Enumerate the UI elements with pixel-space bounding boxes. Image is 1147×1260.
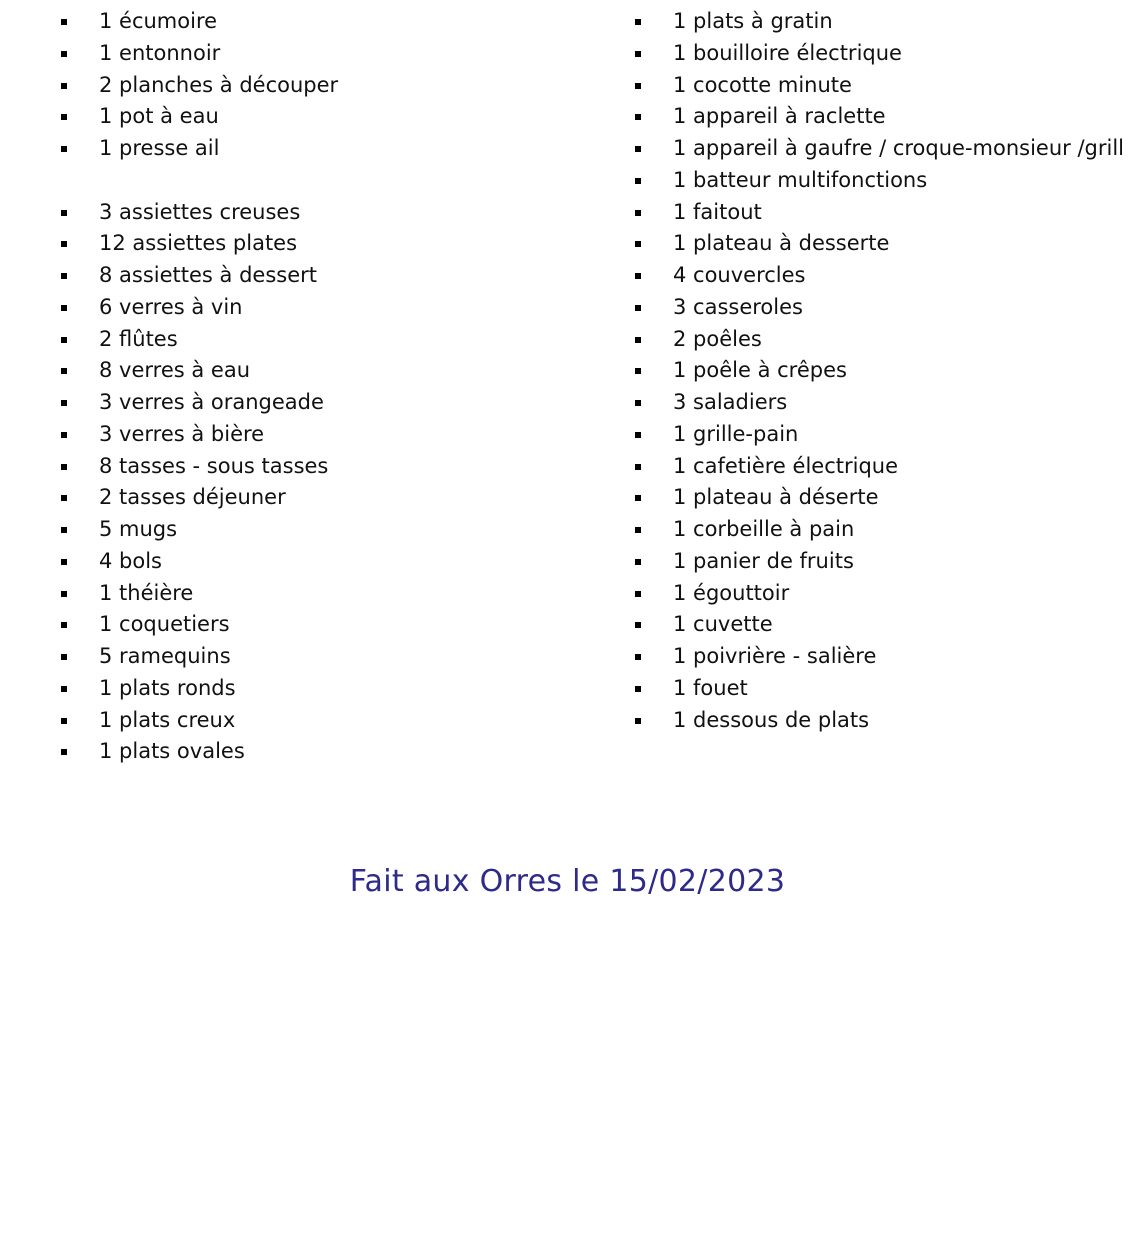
list-item bbox=[58, 451, 578, 483]
bullet-icon bbox=[635, 559, 641, 565]
bullet-icon bbox=[61, 83, 67, 89]
bullet-icon bbox=[635, 464, 641, 470]
item-label: 1 cafetière électrique bbox=[673, 453, 899, 478]
bullet-icon bbox=[61, 686, 67, 692]
right-item-list bbox=[632, 6, 1132, 736]
bullet-icon bbox=[61, 559, 67, 565]
bullet-icon bbox=[635, 368, 641, 374]
bullet-icon bbox=[61, 114, 67, 120]
item-label: 1 plateau à déserte bbox=[673, 485, 879, 510]
list-item bbox=[632, 101, 1132, 133]
item-label: 1 poêle à crêpes bbox=[673, 358, 847, 383]
list-item bbox=[58, 514, 578, 546]
bullet-icon bbox=[635, 51, 641, 57]
bullet-icon bbox=[61, 146, 67, 152]
item-label: 1 appareil à gaufre / croque-monsieur /grill bbox=[673, 136, 1125, 160]
list-item bbox=[632, 197, 1132, 229]
list-item bbox=[58, 482, 578, 514]
item-label: 4 bols bbox=[99, 548, 162, 573]
list-item bbox=[58, 197, 578, 229]
list-item bbox=[632, 38, 1132, 70]
item-label: 1 poivrière - salière bbox=[673, 644, 877, 668]
item-label: 2 tasses déjeuner bbox=[99, 485, 286, 510]
list-item bbox=[632, 387, 1132, 419]
item-label: 1 panier de fruits bbox=[673, 548, 854, 573]
item-label: 1 bouilloire électrique bbox=[673, 40, 902, 65]
bullet-icon bbox=[635, 432, 641, 438]
list-item bbox=[58, 609, 578, 641]
bullet-icon bbox=[635, 591, 641, 597]
bullet-icon bbox=[61, 718, 67, 724]
bullet-icon bbox=[635, 654, 641, 660]
item-label: 1 fouet bbox=[673, 675, 748, 700]
item-label: 4 couvercles bbox=[673, 263, 806, 287]
item-label: 1 entonnoir bbox=[99, 40, 221, 65]
list-item bbox=[58, 355, 578, 387]
bullet-icon bbox=[635, 527, 641, 533]
signature-text: Fait aux Orres le 15/02/2023 bbox=[349, 864, 786, 899]
list-item bbox=[58, 387, 578, 419]
bullet-icon bbox=[61, 51, 67, 57]
list-item bbox=[632, 673, 1132, 705]
item-label: 3 verres à orangeade bbox=[99, 390, 324, 414]
item-label: 1 dessous de plats bbox=[673, 707, 870, 732]
bullet-icon bbox=[61, 749, 67, 755]
item-label: 8 verres à eau bbox=[99, 358, 250, 383]
list-item bbox=[58, 324, 578, 356]
bullet-icon bbox=[61, 273, 67, 279]
item-label: 1 cocotte minute bbox=[673, 72, 852, 97]
list-item bbox=[632, 292, 1132, 324]
list-item bbox=[58, 736, 578, 768]
item-label: 1 écumoire bbox=[99, 9, 218, 33]
bullet-icon bbox=[61, 305, 67, 311]
item-label: 1 pot à eau bbox=[99, 104, 219, 129]
item-label: 2 flûtes bbox=[99, 326, 178, 351]
list-item bbox=[58, 673, 578, 705]
item-label: 5 ramequins bbox=[99, 644, 231, 668]
bullet-icon bbox=[635, 19, 641, 25]
item-label: 8 tasses - sous tasses bbox=[99, 453, 329, 478]
list-item bbox=[58, 292, 578, 324]
bullet-icon bbox=[61, 464, 67, 470]
bullet-icon bbox=[635, 305, 641, 311]
bullet-icon bbox=[635, 241, 641, 247]
item-label: 3 verres à bière bbox=[99, 421, 265, 446]
item-label: 2 poêles bbox=[673, 326, 762, 351]
list-item bbox=[632, 228, 1132, 260]
list-item bbox=[58, 260, 578, 292]
bullet-icon bbox=[61, 337, 67, 343]
bullet-icon bbox=[635, 146, 641, 152]
item-label: 3 assiettes creuses bbox=[99, 199, 301, 224]
bullet-icon bbox=[635, 178, 641, 184]
bullet-icon bbox=[61, 495, 67, 501]
bullet-icon bbox=[61, 527, 67, 533]
item-label: 1 grille-pain bbox=[673, 421, 799, 446]
item-label: 1 cuvette bbox=[673, 612, 773, 637]
bullet-icon bbox=[635, 718, 641, 724]
item-label: 1 plats ronds bbox=[99, 675, 236, 700]
left-item-list bbox=[58, 6, 578, 768]
list-item bbox=[632, 355, 1132, 387]
bullet-icon bbox=[635, 83, 641, 89]
item-label: 1 plateau à desserte bbox=[673, 231, 890, 256]
list-item bbox=[58, 705, 578, 737]
bullet-icon bbox=[635, 210, 641, 216]
bullet-icon bbox=[635, 495, 641, 501]
list-item bbox=[632, 419, 1132, 451]
bullet-icon bbox=[61, 400, 67, 406]
list-item bbox=[58, 101, 578, 133]
bullet-icon bbox=[61, 432, 67, 438]
item-label: 3 casseroles bbox=[673, 294, 803, 319]
bullet-icon bbox=[635, 622, 641, 628]
bullet-icon bbox=[61, 241, 67, 247]
list-item bbox=[632, 514, 1132, 546]
bullet-icon bbox=[61, 210, 67, 216]
list-item bbox=[58, 228, 578, 260]
list-item bbox=[58, 133, 578, 165]
bullet-icon bbox=[635, 114, 641, 120]
item-label: 1 batteur multifonctions bbox=[673, 167, 928, 192]
list-item bbox=[58, 641, 578, 673]
item-label: 2 planches à découper bbox=[99, 72, 339, 97]
item-label: 1 égouttoir bbox=[673, 580, 790, 605]
list-item bbox=[632, 260, 1132, 292]
item-label: 1 presse ail bbox=[99, 136, 220, 160]
list-item bbox=[632, 609, 1132, 641]
item-label: 1 théière bbox=[99, 580, 194, 605]
signature-line bbox=[0, 864, 1147, 899]
item-label: 1 coquetiers bbox=[99, 612, 230, 637]
list-item bbox=[58, 6, 578, 38]
item-label: 1 plats ovales bbox=[99, 739, 245, 764]
list-item bbox=[58, 578, 578, 610]
bullet-icon bbox=[635, 686, 641, 692]
list-item bbox=[632, 546, 1132, 578]
list-item bbox=[58, 546, 578, 578]
item-label: 1 appareil à raclette bbox=[673, 104, 886, 129]
item-label: 5 mugs bbox=[99, 517, 178, 541]
item-label: 1 plats à gratin bbox=[673, 9, 833, 33]
list-item bbox=[632, 578, 1132, 610]
item-label: 3 saladiers bbox=[673, 390, 788, 414]
bullet-icon bbox=[635, 273, 641, 279]
list-item bbox=[58, 70, 578, 102]
bullet-icon bbox=[61, 368, 67, 374]
list-item bbox=[632, 324, 1132, 356]
bullet-icon bbox=[635, 337, 641, 343]
bullet-icon bbox=[61, 654, 67, 660]
bullet-icon bbox=[61, 19, 67, 25]
list-item bbox=[632, 165, 1132, 197]
list-item bbox=[632, 70, 1132, 102]
bullet-icon bbox=[635, 400, 641, 406]
bullet-icon bbox=[61, 622, 67, 628]
list-item bbox=[58, 419, 578, 451]
bullet-icon bbox=[61, 591, 67, 597]
list-item bbox=[632, 641, 1132, 673]
list-item bbox=[632, 482, 1132, 514]
list-item bbox=[632, 705, 1132, 737]
item-label: 6 verres à vin bbox=[99, 294, 243, 319]
list-item bbox=[632, 451, 1132, 483]
item-label: 1 faitout bbox=[673, 199, 762, 224]
list-item bbox=[632, 133, 1132, 165]
item-label: 8 assiettes à dessert bbox=[99, 263, 318, 287]
list-item bbox=[58, 38, 578, 70]
item-label: 1 corbeille à pain bbox=[673, 517, 855, 541]
item-label: 1 plats creux bbox=[99, 707, 236, 732]
item-label: 12 assiettes plates bbox=[99, 231, 298, 256]
list-item bbox=[632, 6, 1132, 38]
